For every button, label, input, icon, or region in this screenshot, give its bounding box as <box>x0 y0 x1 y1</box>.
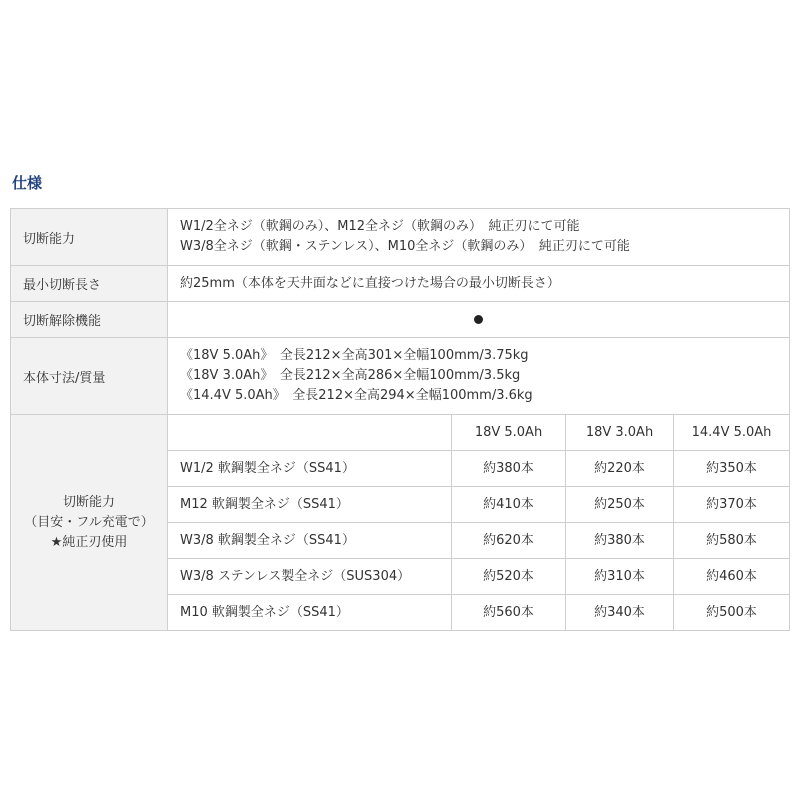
item-name: M10 軟鋼製全ネジ（SS41） <box>168 595 452 631</box>
spec-row-min-cut-length <box>11 266 790 302</box>
header-empty-cell <box>168 415 452 451</box>
item-name: W3/8 軟鋼製全ネジ（SS41） <box>168 523 452 559</box>
column-header: 14.4V 5.0Ah <box>674 415 790 451</box>
item-count: 約220本 <box>566 451 674 487</box>
item-count: 約340本 <box>566 595 674 631</box>
value-line: 《14.4V 5.0Ah》 全長212×全高294×全幅100mm/3.6kg <box>180 388 533 403</box>
capacity-count-label <box>11 415 168 631</box>
value-line: 《18V 3.0Ah》 全長212×全高286×全幅100mm/3.5kg <box>180 368 521 383</box>
spec-table <box>10 208 790 631</box>
item-count: 約380本 <box>452 451 566 487</box>
label-line: ★純正刃使用 <box>50 534 128 550</box>
item-count: 約350本 <box>674 451 790 487</box>
row-value <box>168 338 790 415</box>
column-header: 18V 5.0Ah <box>452 415 566 451</box>
item-name: W1/2 軟鋼製全ネジ（SS41） <box>168 451 452 487</box>
item-name: W3/8 ステンレス製全ネジ（SUS304） <box>168 559 452 595</box>
value-line: W3/8全ネジ（軟鋼・ステンレス）、M10全ネジ（軟鋼のみ） 純正刃にて可能 <box>180 239 630 254</box>
available-mark-icon <box>474 315 483 324</box>
column-header: 18V 3.0Ah <box>566 415 674 451</box>
item-count: 約560本 <box>452 595 566 631</box>
row-value: 約25mm（本体を天井面などに直接つけた場合の最小切断長さ） <box>168 266 790 302</box>
value-line: 《18V 5.0Ah》 全長212×全高301×全幅100mm/3.75kg <box>180 348 529 363</box>
item-name: M12 軟鋼製全ネジ（SS41） <box>168 487 452 523</box>
item-count: 約410本 <box>452 487 566 523</box>
item-count: 約520本 <box>452 559 566 595</box>
label-line: 切断能力 <box>62 494 115 510</box>
capacity-header-row <box>11 415 790 451</box>
spec-row-cutting-capacity <box>11 209 790 266</box>
item-count: 約620本 <box>452 523 566 559</box>
item-count: 約370本 <box>674 487 790 523</box>
row-label: 最小切断長さ <box>11 266 168 302</box>
item-count: 約580本 <box>674 523 790 559</box>
label-line: （目安・フル充電で） <box>24 514 154 530</box>
item-count: 約460本 <box>674 559 790 595</box>
value-line: W1/2全ネジ（軟鋼のみ）、M12全ネジ（軟鋼のみ） 純正刃にて可能 <box>180 219 580 234</box>
spec-row-cut-release <box>11 302 790 338</box>
row-label: 切断能力 <box>11 209 168 266</box>
page-title: 仕様 <box>12 174 43 192</box>
item-count: 約310本 <box>566 559 674 595</box>
item-count: 約500本 <box>674 595 790 631</box>
row-label: 本体寸法/質量 <box>11 338 168 415</box>
item-count: 約250本 <box>566 487 674 523</box>
row-value <box>168 302 790 338</box>
row-value <box>168 209 790 266</box>
item-count: 約380本 <box>566 523 674 559</box>
spec-row-dimensions <box>11 338 790 415</box>
row-label: 切断解除機能 <box>11 302 168 338</box>
